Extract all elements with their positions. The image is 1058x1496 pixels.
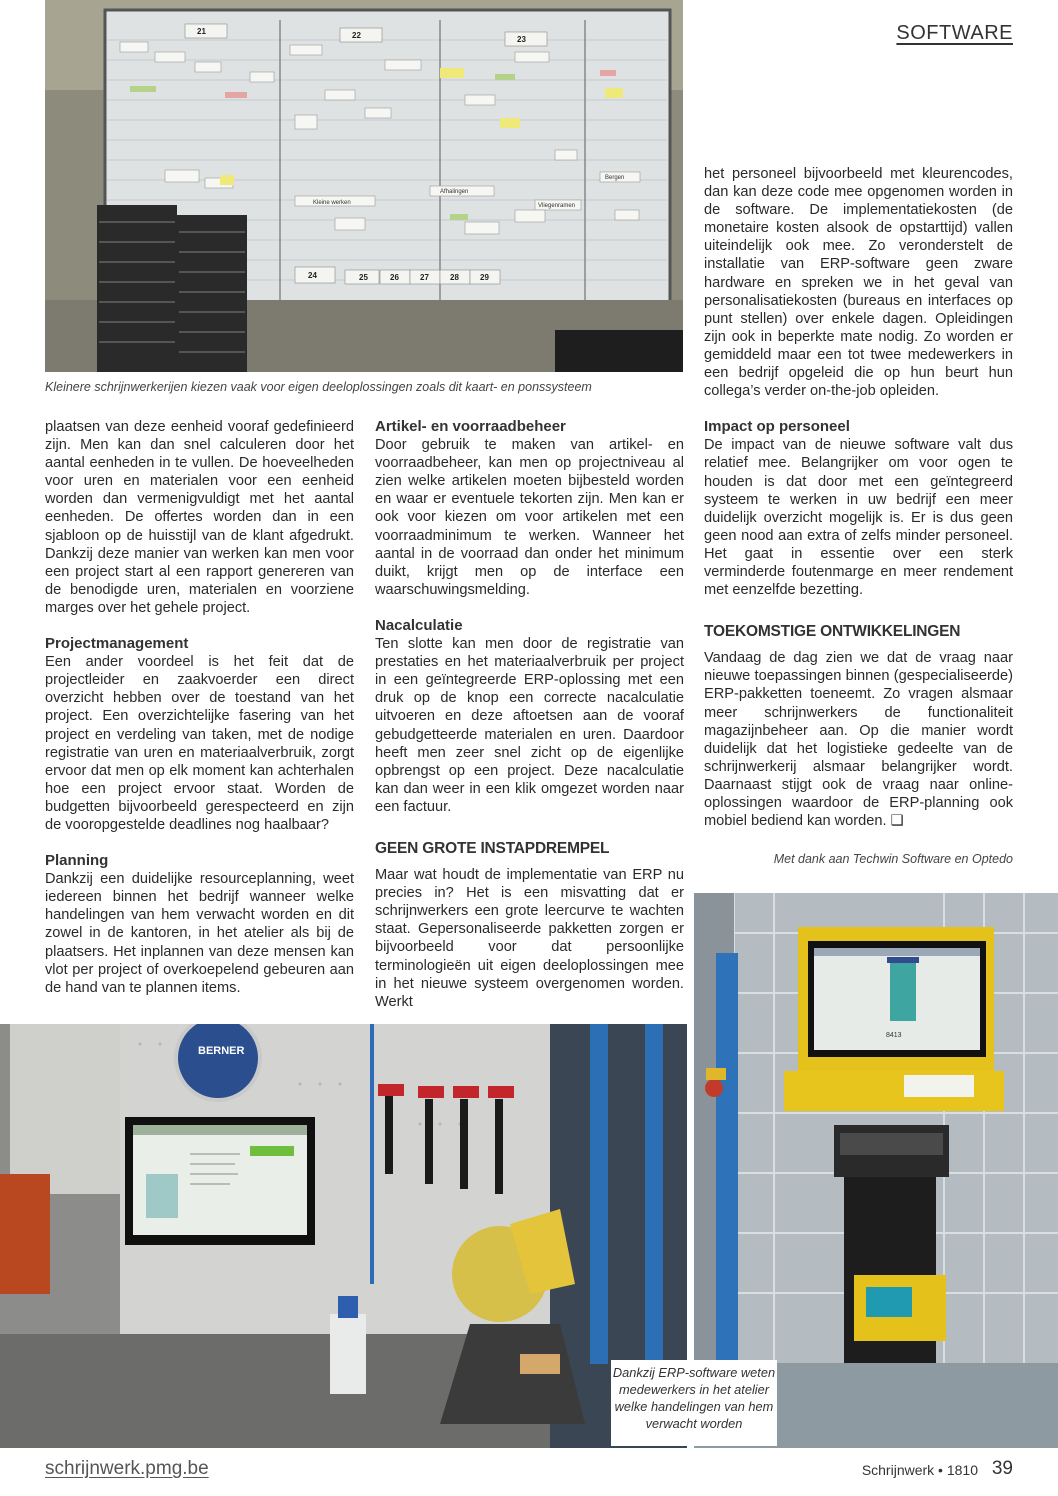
section-tag: SOFTWARE xyxy=(896,22,1013,44)
workshop-photo xyxy=(0,1024,687,1448)
paragraph: plaatsen van deze eenheid vooraf gedefinieerd zijn. Men kan dan snel calculeren door het aantal eenheden in te vullen. De hoeveelheden voor uren en materialen voor een eenheid worden dan vermenigvuldigt met het aantal eenheden. De offertes worden dan in een sjabloon op de huisstijl van de klant afgedrukt. Dankzij deze manier van werken kan men voor een project start al een rapport genereren van de benodigde uren, materialen en voorziene marges over het gehele project. xyxy=(45,419,354,616)
heading-artikel: Artikel- en voorraadbeheer xyxy=(375,418,566,435)
paragraph xyxy=(704,649,1013,830)
board-week-label: 23 xyxy=(517,35,526,44)
board-bottom-label: 24 xyxy=(308,271,317,280)
board-card-label: Kleine werken xyxy=(313,200,351,206)
board-week-label: 22 xyxy=(352,31,361,40)
paragraph: Ten slotte kan men door de registratie van prestaties en het materiaalverbruik per project in een geïntegreerde ERP-oplossing met een druk op de knop een correcte nacalculatie uitvoeren en deze aftoetsen aan de vooraf gebudgetteerde materialen en uren. Daardoor heeft men zeer snel zicht op de eigenlijke opbrengst op een project. Deze nacalculatie kan dan weer in een klik omgezet worden naar een factuur. xyxy=(375,636,684,815)
board-bottom-label: 26 xyxy=(390,273,399,282)
paragraph: Maar wat houdt de implementatie van ERP nu precies in? Het is een misvatting dat er schrijnwerkers een grote leercurve te wachten staat. Gepersonaliseerde pakketten zorgen er bijvoorbeeld voor dat persoonlijke terminologieën uit eigen deeloplossingen mee in het nieuwe systeem overgenomen worden. Werkt xyxy=(375,867,684,1010)
paragraph: het personeel bijvoorbeeld met kleurencodes, dan kan deze code mee opgenomen worden in de software. De implementatiekosten (de monetaire kosten alsook de opstarttijd) vallen uiteindelijk ook mee. Zo veronderstelt de installatie van ERP-software geen zware hardware en spreken we in het geval van personalisatiekosten (bureaus en interfaces op punt stellen) over enkele dagen. Opleidingen zijn ook in beperkte mate nodig. Zo worden er gemiddeld maar een tot twee medewerkers in een bedrijf opgeleid die op hun beurt hun collega’s verder on-the-job opleiden. xyxy=(704,166,1013,400)
column-3 xyxy=(704,165,1013,830)
heading-planning: Planning xyxy=(45,852,109,870)
board-card-label: Bergen xyxy=(605,175,625,181)
heading-projectmanagement: Projectmanagement xyxy=(45,635,189,653)
footer-magazine-issue: Schrijnwerk • 1810 xyxy=(861,1462,978,1478)
end-mark: ❑ xyxy=(890,813,904,830)
paragraph: De impact van de nieuwe software valt dus relatief mee. Belangrijker om voor ogen te houden is dat door met een geïntegreerd systeem te werken in uw bedrijf een meer duidelijk overzicht mogelijk is. Er is dus geen geen nood aan extra of zelfs minder personeel. Het gaat in essentie over een sterk verminderde foutenmarge en meer rendement met eenzelfde bezetting. xyxy=(704,437,1013,599)
screen-number-text: 8413 xyxy=(886,1032,902,1039)
board-bottom-label: 25 xyxy=(359,273,368,282)
paragraph-text: Vandaag de dag zien we dat de vraag naar nieuwe toepassingen binnen (gespecialiseerde) ERP-pakketten toeneemt. Zo vragen alsmaar meer schrijnwerkers de functionaliteit magazijnbeheer aan. Op die manier wordt duidelijk dat het logistieke gedeelte van de schrijnwerkerij alsmaar belangrijker wordt. Daarnaast stijgt ook de vraag naar online-oplossingen waardoor de ERP-planning ook mobiel bediend kan worden. xyxy=(704,650,1013,830)
board-bottom-label: 29 xyxy=(480,273,489,282)
heading-toekomst: TOEKOMSTIGE ONTWIKKELINGEN xyxy=(704,623,961,641)
paragraph: Door gebruik te maken van artikel- en voorraadbeheer, kan men op projectniveau al zien welke artikelen moeten bijbesteld worden en waar er eventuele tekorten zijn. Men kan er ook voor kiezen om voor artikelen met een voorraadminimum te werken. Wanneer het aantal in de voorraad dan onder het minimum duikt, krijgt men op de interface een waarschuwingsmelding. xyxy=(375,437,684,598)
page-number: 39 xyxy=(991,1458,1013,1479)
bottom-photo-caption: Dankzij ERP-software weten medewerkers in het atelier welke handelingen van hem verwacht worden xyxy=(611,1360,777,1446)
credit-line: Met dank aan Techwin Software en Optedo xyxy=(773,852,1013,866)
berner-sign-text: BERNER xyxy=(198,1045,245,1057)
board-bottom-label: 27 xyxy=(420,273,429,282)
planning-board-photo xyxy=(45,0,683,372)
top-photo-caption: Kleinere schrijnwerkerijen kiezen vaak voor eigen deeloplossingen zoals dit kaart- en ponssysteem xyxy=(45,380,592,394)
board-bottom-label: 28 xyxy=(450,273,459,282)
board-week-label: 21 xyxy=(197,27,206,36)
heading-impact: Impact op personeel xyxy=(704,418,850,436)
board-card-label: Afhalingen xyxy=(440,189,469,195)
board-card-label: Vliegenramen xyxy=(538,203,576,209)
heading-nacalculatie: Nacalculatie xyxy=(375,616,463,634)
footer-website-link[interactable]: schrijnwerk.pmg.be xyxy=(45,1458,209,1479)
column-1 xyxy=(45,418,354,997)
heading-instapdrempel: GEEN GROTE INSTAPDREMPEL xyxy=(375,839,610,857)
paragraph: Een ander voordeel is het feit dat de projectleider en zaakvoerder een direct overzicht hebben over de toestand van het project. Een overzichtelijke fasering van het project en verdeling van taken, met de nodige registratie van uren en materiaalverbruik, zorgt ervoor dat men op elk moment kan achterhalen hoe een project ervoor staat. Worden de budgetten bijvoorbeeld gerespecteerd en zijn de vooropgestelde deadlines nog haalbaar? xyxy=(45,654,354,833)
paragraph: Dankzij een duidelijke resourceplanning, weet iedereen binnen het bedrijf wanneer welke handelingen van hem verwacht worden en dit zowel in de kantoren, in het atelier als bij de plaatsers. Het inplannen van deze mensen kan vlot per project of overkoepelend gebeuren aan de hand van te plannen items. xyxy=(45,871,354,996)
column-2 xyxy=(375,418,684,1011)
